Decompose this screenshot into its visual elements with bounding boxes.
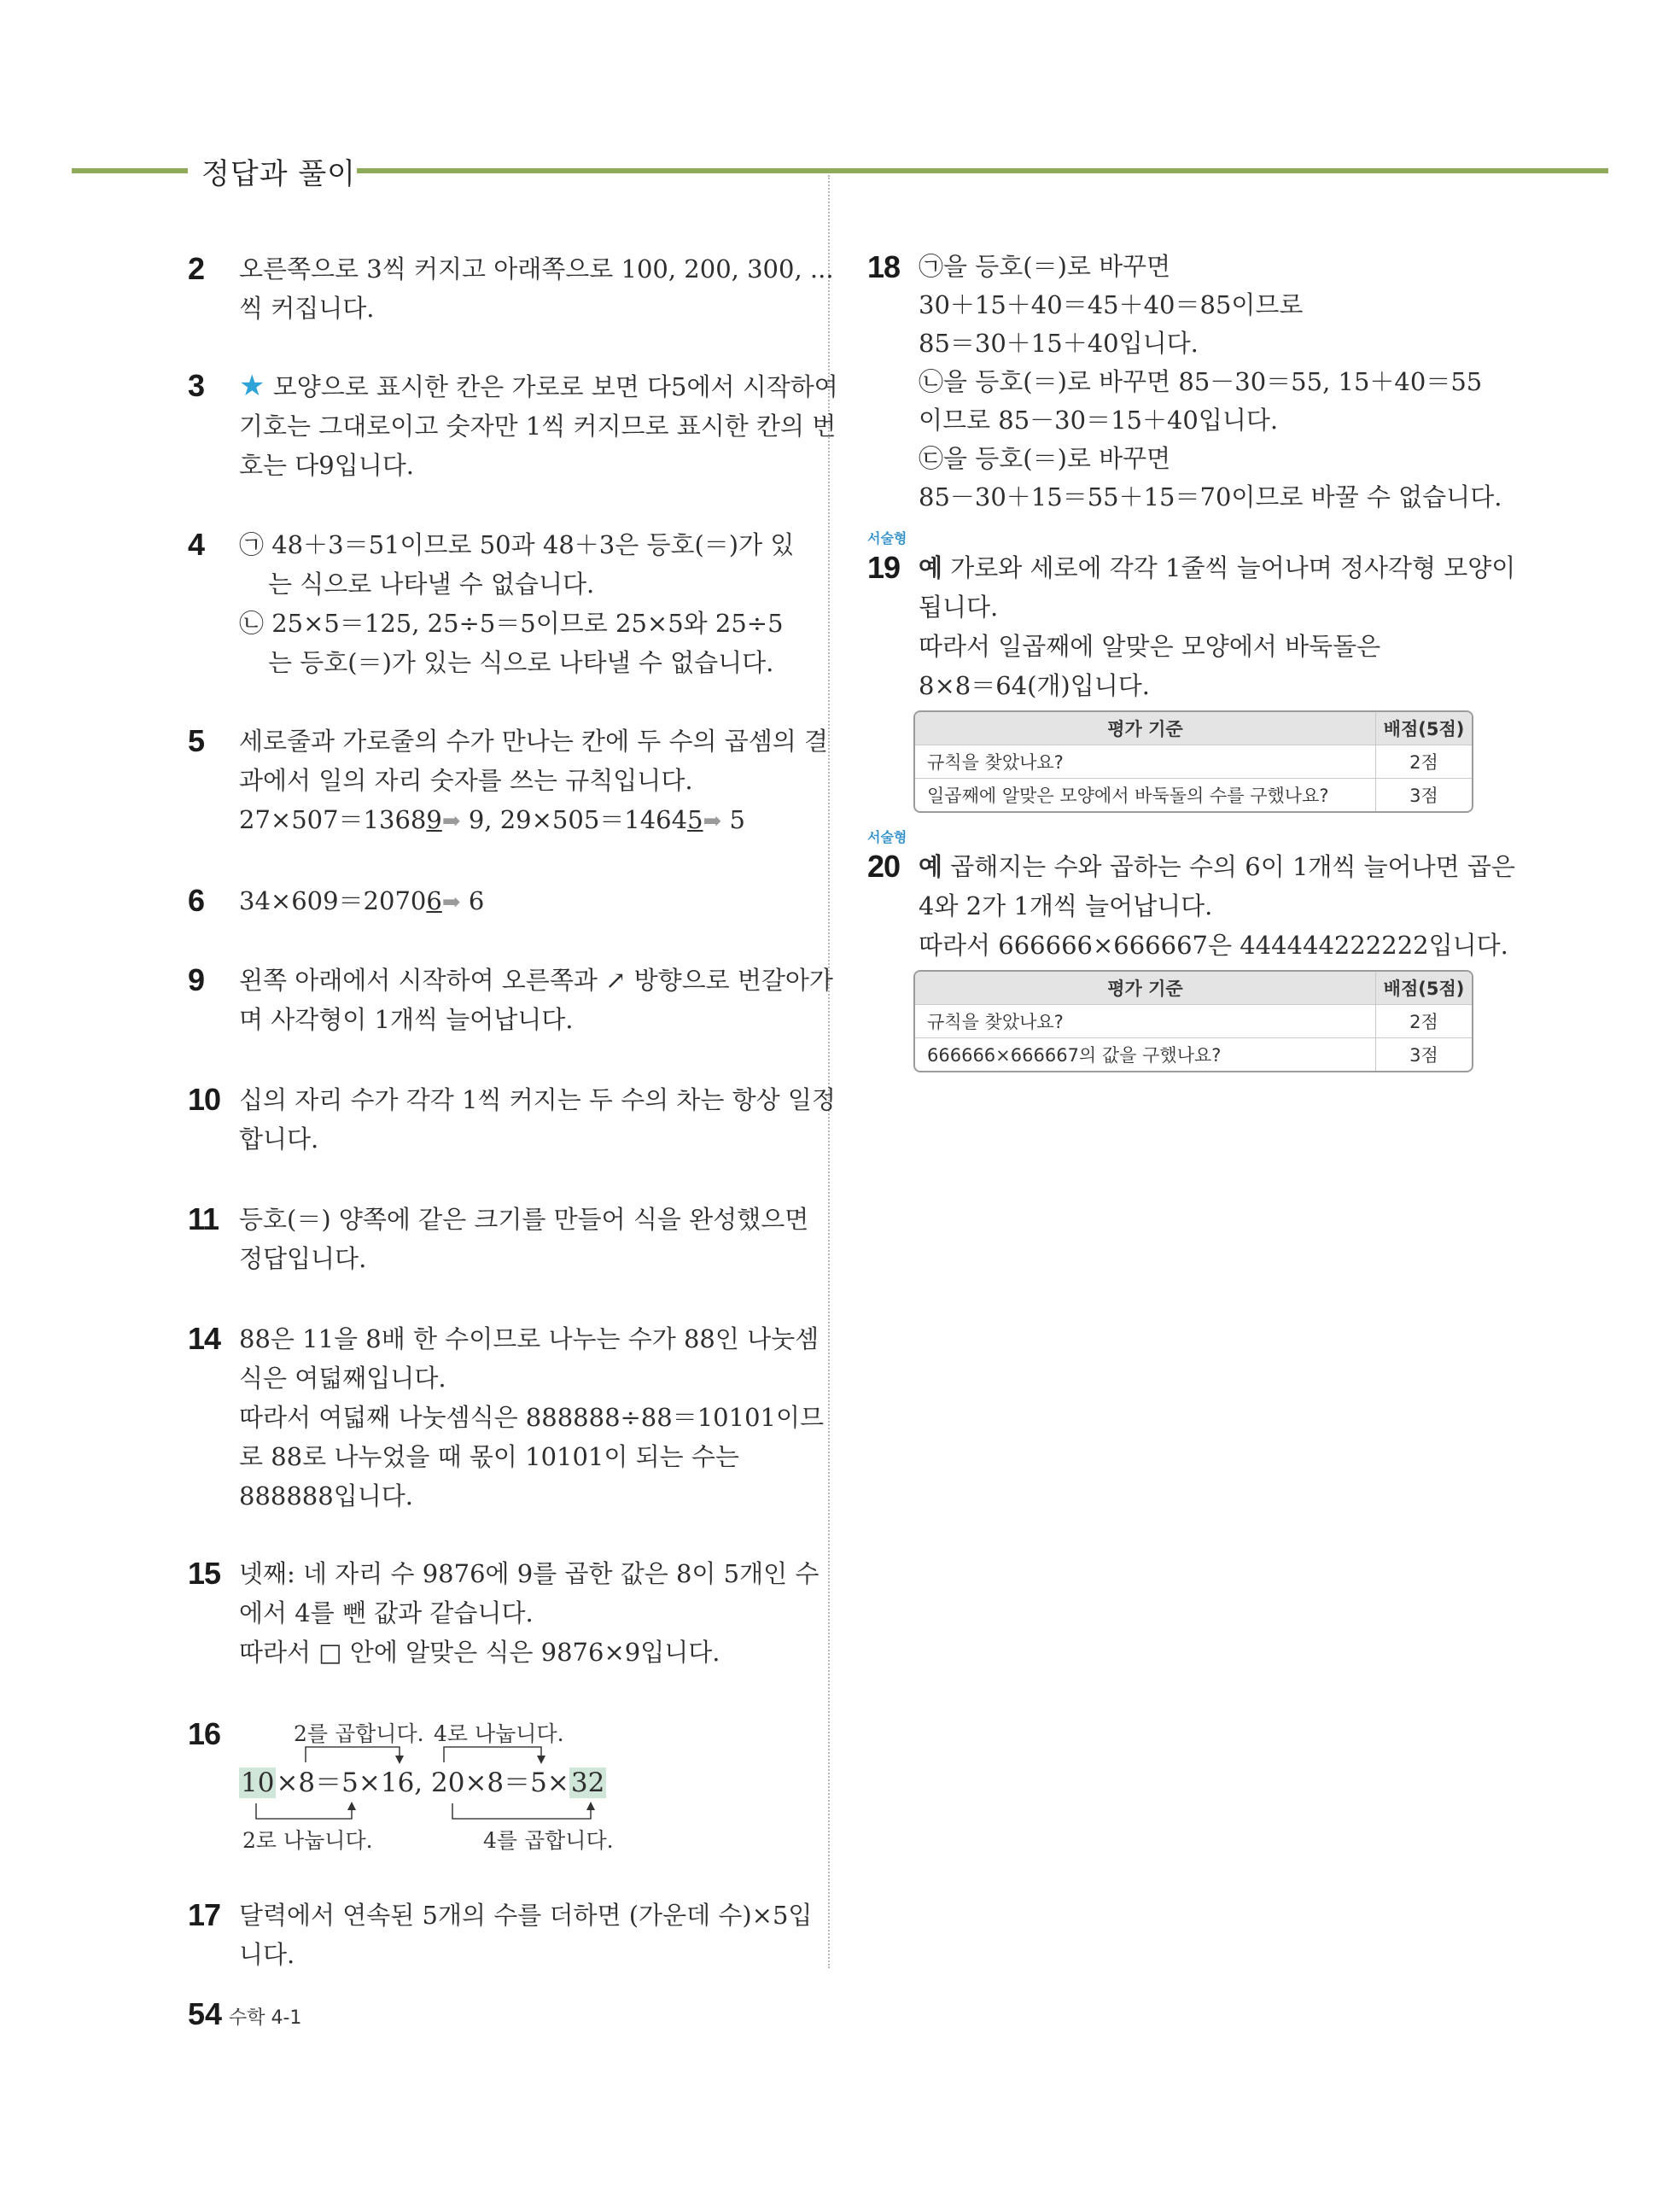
problem-number: 2 [188, 251, 205, 286]
answer-line: 넷째: 네 자리 수 9876에 9를 곱한 값은 8이 5개인 수 [239, 1559, 820, 1588]
answer-line: 달력에서 연속된 5개의 수를 더하면 (가운데 수)×5입 [239, 1901, 813, 1930]
answer-line: 는 등호(＝)가 있는 식으로 나타낼 수 없습니다. [268, 648, 774, 677]
table-cell: 일곱째에 알맞은 모양에서 바둑돌의 수를 구했나요? [927, 786, 1329, 806]
problem-number: 10 [188, 1082, 221, 1117]
annotation-divide-2: 2로 나눕니다. [242, 1828, 373, 1853]
answer-line: 85＝30＋15＋40입니다. [919, 329, 1199, 358]
calculation-line: 27×507＝13689➡ 9, 29×505＝14645➡ 5 [239, 805, 745, 834]
table-header: 평가 기준 [1107, 979, 1183, 999]
header-rule-right [357, 168, 1608, 173]
table-header: 평가 기준 [1107, 719, 1183, 739]
problem-number: 9 [188, 962, 205, 997]
answer-line: 8×8＝64(개)입니다. [919, 671, 1151, 700]
table-cell: 666666×666667의 값을 구했나요? [927, 1045, 1222, 1066]
problem-20 [867, 829, 1515, 965]
answer-line: 과에서 일의 자리 숫자를 쓰는 규칙입니다. [239, 766, 693, 795]
answer-line: 85－30＋15＝55＋15＝70이므로 바꿀 수 없습니다. [919, 482, 1502, 511]
annotation-multiply-2: 2를 곱합니다. [294, 1721, 424, 1746]
answer-line: 888888입니다. [239, 1481, 413, 1510]
arrow-right-icon: ➡ [441, 809, 461, 834]
problem-17 [188, 1896, 813, 1974]
answer-line: 곱해지는 수와 곱하는 수의 6이 1개씩 늘어나면 곱은 [942, 852, 1515, 881]
answer-line: 오른쪽으로 3씩 커지고 아래쪽으로 100, 200, 300, ... [239, 254, 834, 283]
table-cell: 2점 [1375, 1005, 1472, 1037]
answer-line: 4와 2가 1개씩 늘어납니다. [919, 891, 1213, 920]
table-header: 배점(5점) [1375, 712, 1472, 745]
example-mark: 예 [919, 852, 943, 881]
arrow-up-icon [586, 1802, 595, 1810]
table-cell: 규칙을 찾았나요? [927, 1012, 1064, 1032]
answer-line: 이므로 85－30＝15＋40입니다. [919, 406, 1279, 435]
answer-line: 에서 4를 뺀 값과 같습니다. [239, 1598, 534, 1627]
header-rule-left [72, 168, 188, 173]
essay-tag: 서술형 [867, 829, 907, 845]
equation-16: 10×8＝5×16, 20×8＝5×32 [241, 1767, 605, 1798]
problem-14 [188, 1319, 824, 1516]
table-cell: 3점 [1375, 1038, 1472, 1071]
answer-line: 니다. [239, 1940, 295, 1969]
answer-line: 호는 다9입니다. [239, 451, 414, 480]
answer-line: 왼쪽 아래에서 시작하여 오른쪽과 ↗ 방향으로 번갈아가 [239, 966, 833, 995]
problem-number: 15 [188, 1556, 221, 1591]
blank-box-icon: □ [318, 1638, 342, 1667]
answer-line: 따라서 여덟째 나눗셈식은 888888÷88＝10101이므 [239, 1403, 824, 1432]
answer-line: 가로와 세로에 각각 1줄씩 늘어나며 정사각형 모양이 [942, 553, 1516, 582]
answer-line: 됩니다. [919, 593, 999, 622]
problem-2 [188, 249, 834, 328]
answer-line: ㉠을 등호(＝)로 바꾸면 [919, 252, 1171, 281]
problem-6 [188, 881, 485, 922]
answer-line: 따라서 666666×666667은 444444222222입니다. [919, 931, 1508, 960]
answer-line: 로 88로 나누었을 때 몫이 10101이 되는 수는 [239, 1442, 739, 1471]
problem-number: 17 [188, 1897, 221, 1932]
problem-5 [188, 722, 829, 841]
problem-number: 18 [867, 249, 901, 284]
answer-line: 식은 여덟째입니다. [239, 1364, 446, 1393]
table-cell: 2점 [1375, 745, 1472, 778]
answer-line: 모양으로 표시한 칸은 가로로 보면 다5에서 시작하여 [265, 372, 838, 401]
highlight-10: 10 [241, 1767, 275, 1798]
section-title: 정답과 풀이 [201, 157, 357, 191]
problem-15 [188, 1554, 820, 1672]
star-icon: ★ [239, 369, 265, 403]
answer-line: 기호는 그대로이고 숫자만 1씩 커지므로 표시한 칸의 번 [239, 412, 837, 441]
problem-number: 16 [188, 1716, 221, 1751]
problem-number: 19 [867, 550, 901, 585]
problem-number: 3 [188, 368, 205, 403]
problem-number: 11 [188, 1201, 219, 1236]
problem-3 [188, 366, 838, 485]
arrow-right-icon: ➡ [703, 809, 722, 834]
annotation-multiply-4: 4를 곱합니다. [483, 1828, 614, 1853]
problem-number: 14 [188, 1321, 221, 1356]
problem-number: 6 [188, 883, 205, 918]
answer-line: 따라서 일곱째에 알맞은 모양에서 바둑돌은 [919, 632, 1381, 661]
problem-19 [867, 530, 1516, 705]
table-cell: 3점 [1375, 779, 1472, 811]
problem-11 [188, 1200, 809, 1278]
answer-line: 며 사각형이 1개씩 늘어납니다. [239, 1005, 574, 1034]
answer-line: 합니다. [239, 1125, 319, 1154]
answer-line: ㉡ 25×5＝125, 25÷5＝5이므로 25×5와 25÷5 [239, 609, 784, 638]
essay-tag: 서술형 [867, 530, 907, 546]
annotation-divide-4: 4로 나눕니다. [434, 1721, 564, 1746]
scoring-table-19 [913, 710, 1473, 813]
answer-line: 세로줄과 가로줄의 수가 만나는 칸에 두 수의 곱셈의 결 [239, 727, 829, 756]
problem-9 [188, 961, 833, 1039]
answer-line: 씩 커집니다. [239, 294, 375, 323]
answer-line: ㉠ 48＋3＝51이므로 50과 48＋3은 등호(＝)가 있 [239, 530, 795, 559]
calculation-line: 34×609＝20706➡ 6 [239, 886, 485, 915]
arrow-up-icon [347, 1802, 356, 1810]
page-number: 54 [188, 1996, 223, 2031]
problem-number: 4 [188, 527, 205, 562]
answer-line: ㉡을 등호(＝)로 바꾸면 85－30＝55, 15＋40＝55 [919, 367, 1483, 396]
answer-line: 정답입니다. [239, 1244, 367, 1273]
problem-number: 20 [867, 849, 901, 884]
table-cell: 규칙을 찾았나요? [927, 752, 1064, 773]
example-mark: 예 [919, 553, 943, 582]
problem-4 [188, 525, 795, 682]
arrow-right-icon: ➡ [441, 890, 461, 915]
highlight-32: 32 [570, 1767, 605, 1798]
answer-line: 30＋15＋40＝45＋40＝85이므로 [919, 290, 1304, 319]
answer-line: 88은 11을 8배 한 수이므로 나누는 수가 88인 나눗셈 [239, 1324, 820, 1353]
answer-line: 는 식으로 나타낼 수 없습니다. [268, 570, 595, 599]
problem-10 [188, 1080, 836, 1159]
answer-line: 따라서 □ 안에 알맞은 식은 9876×9입니다. [239, 1638, 720, 1667]
book-title: 수학 4-1 [229, 2007, 302, 2029]
table-header: 배점(5점) [1375, 972, 1472, 1004]
scoring-table-20 [913, 970, 1473, 1072]
answer-line: 십의 자리 수가 각각 1씩 커지는 두 수의 차는 항상 일정 [239, 1085, 836, 1114]
problem-number: 5 [188, 723, 205, 758]
bracket-bottom-right [452, 1803, 591, 1819]
bracket-bottom-left [256, 1803, 352, 1819]
answer-line: 등호(＝) 양쪽에 같은 크기를 만들어 식을 완성했으면 [239, 1205, 809, 1234]
problem-18 [867, 248, 1502, 517]
answer-line: ㉢을 등호(＝)로 바꾸면 [919, 444, 1171, 473]
